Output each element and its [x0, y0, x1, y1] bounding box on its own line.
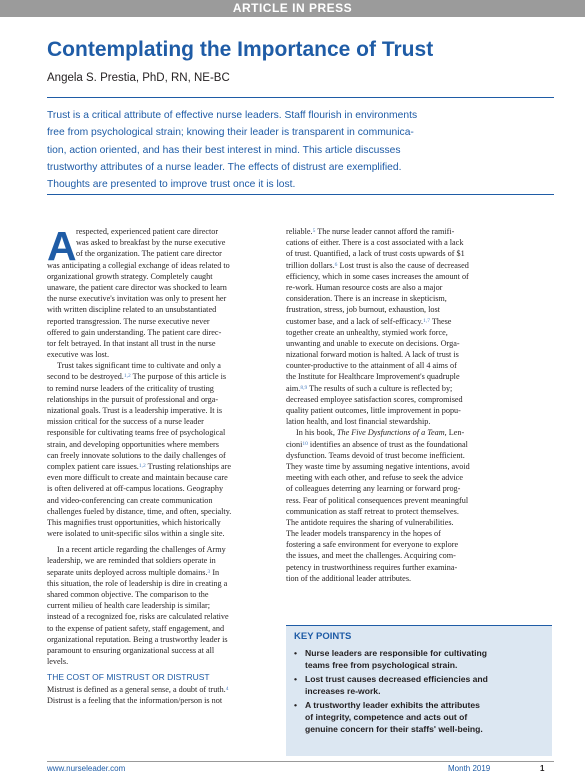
body-line: paramount to ensuring organizational success at all [47, 645, 215, 655]
body-line: decreased employee satisfaction scores, compromised [286, 394, 463, 404]
body-line: unaware, the patient care director was shocked to learn [47, 282, 227, 292]
citation: 8,9 [300, 384, 308, 391]
body-text: These [429, 316, 452, 326]
key-point-item [294, 700, 546, 735]
body-line: meeting with each other, and refuse to seek the advice [286, 473, 463, 483]
key-point-item [294, 674, 546, 697]
citation: 10 [302, 440, 308, 447]
citation: 4 [225, 685, 229, 692]
citation: 1,7 [423, 317, 430, 324]
body-line: this situation, the role of leadership is dire in creating a [47, 578, 228, 588]
body-line: were isolated to unit-specific silos within a single site. [47, 529, 225, 539]
body-line: quality patient outcomes, little improvement in popu- [286, 406, 461, 415]
body-line: the issues, and meet the challenges. Acquiring com- [286, 551, 456, 561]
abstract-line: trustworthy attributes of a nurse leader. The effects of distrust are exemplified. [47, 161, 402, 173]
body-text: , Len- [444, 428, 465, 438]
key-point-line: A trustworthy leader exhibits the attributes [305, 700, 480, 711]
body-line: strain, and developing opportunities where members [47, 439, 219, 449]
body-line: was anticipating a collegial exchange of ideas related to [47, 260, 230, 270]
body-text: reliable. [286, 227, 313, 236]
key-point-item [294, 648, 546, 671]
body-line [286, 260, 552, 271]
body-text: The results of such a culture is reflected by; [307, 383, 453, 393]
body-line: consideration. There is an increase in skepticism, [286, 294, 447, 304]
key-points-list [294, 648, 546, 738]
footer-website[interactable]: www.nurseleader.com [47, 764, 126, 773]
abstract-line: free from psychological strain; knowing their leader is transparent in communica- [47, 127, 414, 139]
body-line: lation health, and lost financial stewardship. [286, 417, 431, 427]
body-line: The antidote requires the sharing of vulnerabilities. [286, 517, 454, 527]
body-line: of colleagues deterring any learning or forward prog- [286, 484, 461, 494]
body-text: In [210, 567, 220, 577]
body-text: Mistrust is defined as a general sense, a doubt of truth. [47, 684, 226, 694]
body-line: was asked to breakfast by the nurse executive [76, 238, 226, 248]
drop-cap: A [47, 223, 77, 269]
body-line: leadership, we are reminded that soldiers operate in [47, 556, 216, 566]
body-line: communication as staff retreat to protect themselves. [286, 506, 459, 516]
body-text: separate units deployed across multiple domains. [47, 567, 208, 577]
body-line: Trust takes significant time to cultivate and only a [57, 361, 221, 371]
body-line: respected, experienced patient care director [76, 227, 219, 236]
body-line: ress. Fear of political consequences prevent meaningful [286, 495, 469, 505]
body-line [286, 316, 552, 327]
section-heading: THE COST OF MISTRUST OR DISTRUST [47, 672, 210, 683]
article-in-press-banner: ARTICLE IN PRESS [0, 0, 585, 17]
citation: 1,2 [123, 373, 131, 380]
footer-date: Month 2019 [448, 764, 491, 773]
body-line: even more difficult to create and maintain because care [47, 473, 228, 483]
body-line: challenges fueled by distance, time, and often, specialty. [47, 506, 232, 516]
body-line: responsible for cultivating teams free of psychological [47, 428, 226, 438]
bullet-icon: • [294, 700, 298, 711]
body-text: Trusting relationships are [145, 461, 232, 471]
body-line: and video-conferencing can create communication [47, 495, 213, 505]
body-line [47, 567, 272, 578]
body-line: cations of either. There is a cost associated with a lack [286, 238, 464, 248]
body-line: This magnifies trust opportunities, which historically [47, 517, 221, 527]
body-line [286, 439, 552, 450]
body-text: Lost trust is also the cause of decreased [337, 260, 469, 270]
body-line: can freely innovate solutions to the daily challenges of [47, 450, 226, 460]
book-title: The Five Dysfunctions of a Team [336, 428, 445, 438]
body-line: with written discipline related to an unsubstantiated [47, 305, 217, 315]
body-line: relationships in the pursuit of professional and orga- [47, 394, 219, 404]
body-line: to remind nurse leaders of the criticality of trusting [47, 383, 214, 393]
article-title: Contemplating the Importance of Trust [47, 38, 434, 61]
author-line: Angela S. Prestia, PhD, RN, NE-BC [47, 72, 230, 84]
citation: 6 [334, 261, 338, 268]
body-line: mission critical for the success of a nurse leader [47, 417, 204, 427]
body-line: the nurse executive's invitation was only to present her [47, 294, 227, 304]
body-line: is often delivered at off-campus locations. Geography [47, 484, 224, 494]
citation: 3 [207, 568, 211, 575]
abstract-top-rule [47, 97, 554, 98]
body-text: second to be destroyed. [47, 372, 124, 382]
key-points-box [286, 625, 552, 756]
abstract-line: Trust is a critical attribute of effective nurse leaders. Staff flourish in environments [47, 110, 418, 121]
body-line: re-work. Human resource costs are also a major [286, 282, 443, 292]
bullet-icon: • [294, 674, 298, 685]
body-line: shared common objective. The comparison to the [47, 590, 209, 599]
page-number: 1 [540, 764, 545, 773]
abstract [47, 107, 554, 193]
body-line: tion of the additional leader attributes. [286, 573, 412, 583]
body-line [47, 461, 272, 472]
body-line: nizational goals. Trust is a leadership imperative. It is [47, 406, 223, 415]
citation: 1,2 [138, 462, 146, 469]
body-line: the Institute for Healthcare Improvement's quadruple [286, 372, 460, 382]
body-line: The leader models transparency in the hopes of [286, 529, 441, 539]
body-text: trillion dollars. [286, 260, 335, 270]
abstract-line: Thoughts are presented to improve trust once it is lost. [47, 179, 296, 191]
body-line [286, 383, 552, 394]
body-text: customer base, and a lack of self-efficacy. [286, 316, 424, 326]
key-point-line: of integrity, competence and acts out of [305, 711, 468, 722]
body-line: efficiency, which in some cases increases the amount of [286, 271, 469, 281]
body-text: aim. [286, 383, 301, 393]
body-line: In a recent article regarding the challenges of Army [57, 545, 226, 555]
bullet-icon: • [294, 648, 298, 658]
body-line [47, 684, 272, 695]
body-line: organizational growth strategy. Completely caught [47, 271, 213, 281]
body-line: reported transgression. The nurse executive never [47, 316, 210, 326]
abstract-bottom-rule [47, 194, 554, 195]
body-line: counter-productive to the attainment of all 4 aims of [286, 361, 457, 371]
body-line: to the expense of patient safety, staff engagement, and [47, 623, 225, 633]
body-line [286, 427, 552, 438]
body-line: nizational forward motion is halted. A lack of trust is [286, 350, 459, 360]
body-line: instead of a recognized foe, risks are calculated relative [47, 612, 229, 622]
key-points-title: KEY POINTS [294, 631, 352, 642]
body-line: Distrust is a feeling that the information/person is not [47, 695, 223, 705]
body-column-right [286, 226, 552, 584]
body-text: The purpose of this article is [130, 372, 227, 382]
key-point-line: teams free from psychological strain. [305, 659, 458, 670]
key-point-line: increases re-work. [305, 685, 381, 696]
body-line: executive was lost. [47, 350, 110, 360]
body-line [47, 371, 272, 382]
key-point-line: genuine concern for their staffs' well-being. [305, 723, 483, 734]
body-text: cioni [286, 439, 303, 449]
body-line: together create an unhealthy, stymied work force, [286, 327, 448, 337]
body-line: unwanting and unable to execute on decisions. Orga- [286, 338, 460, 348]
body-line: levels. [47, 657, 69, 667]
citation: 5 [312, 228, 316, 234]
body-line: current milieu of health care leadership is similar; [47, 601, 211, 611]
body-line: fostering a safe environment for everyone to explore [286, 540, 459, 550]
body-line: tor felt betrayed. In that instant all trust in the nurse [47, 338, 216, 348]
body-line: dysfunction. Teams devoid of trust become inefficient. [286, 450, 465, 460]
body-text: complex patient care issues. [47, 461, 139, 471]
body-column-left [47, 223, 272, 706]
body-line: of the organization. The patient care director [76, 249, 222, 259]
body-line [286, 226, 552, 237]
body-line: offered to gain understanding. The patient care direc- [47, 327, 222, 337]
abstract-line: tion, action oriented, and has their best interest in mind. This article discusses [47, 144, 401, 156]
body-line: They waste time by assuming negative intentions, avoid [286, 461, 470, 471]
body-text: The nurse leader cannot afford the ramifi- [315, 227, 455, 236]
body-line: organizational reputation. Being a trustworthy leader is [47, 634, 228, 644]
footer-rule [47, 761, 554, 762]
body-line: frustration, stress, job burnout, exhaustion, lost [286, 305, 440, 315]
key-point-line: Lost trust causes decreased efficiencies and [305, 674, 488, 685]
body-line: of trust. Quantified, a lack of trust costs upwards of $1 [286, 249, 465, 259]
body-text: In his book, [296, 428, 337, 438]
key-point-line: Nurse leaders are responsible for cultivating [305, 648, 487, 658]
body-line: petency in trustworthiness requires further examina- [286, 562, 458, 572]
body-text: identifies an absence of trust as the foundational [307, 439, 468, 449]
